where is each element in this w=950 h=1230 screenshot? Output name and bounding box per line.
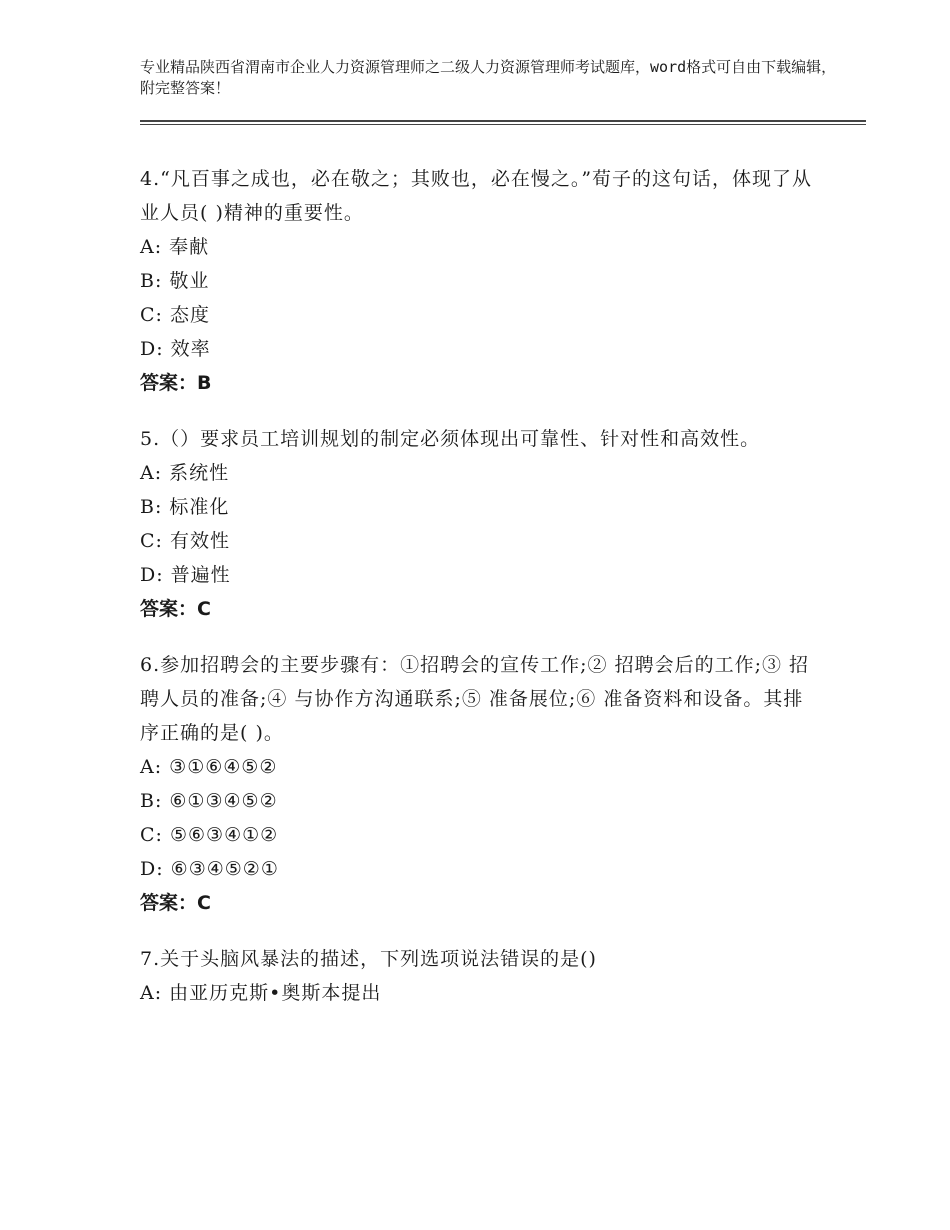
question-text: 5.（）要求员工培训规划的制定必须体现出可靠性、针对性和高效性。: [140, 428, 761, 450]
question-5: [140, 422, 820, 626]
option-c: C: 态度: [140, 304, 210, 326]
option-b: B: 敬业: [140, 270, 210, 292]
option-d: D: ⑥③④⑤②①: [140, 858, 279, 880]
option-d: D: 普遍性: [140, 564, 231, 586]
question-text: 6.参加招聘会的主要步骤有：①招聘会的宣传工作;② 招聘会后的工作;③ 招聘人员的准备;④ 与协作方沟通联系;⑤ 准备展位;⑥ 准备资料和设备。其排序正确的是( )。: [140, 654, 810, 744]
question-7: [140, 942, 820, 1010]
option-b: B: ⑥①③④⑤②: [140, 790, 278, 812]
question-6: [140, 648, 820, 920]
question-text: 7.关于头脑风暴法的描述，下列选项说法错误的是(): [140, 948, 597, 970]
option-d: D: 效率: [140, 338, 211, 360]
document-header: [140, 57, 840, 99]
question-text: 4.“凡百事之成也，必在敬之；其败也，必在慢之。”荀子的这句话，体现了从业人员( )精神的重要性。: [140, 168, 813, 224]
answer-label: 答案：C: [140, 892, 211, 914]
option-c: C: 有效性: [140, 530, 230, 552]
option-a: A: 奉献: [140, 236, 210, 258]
answer-label: 答案：B: [140, 372, 212, 394]
header-divider-thick: [140, 120, 866, 122]
answer-label: 答案：C: [140, 598, 211, 620]
option-a: A: 系统性: [140, 462, 230, 484]
question-4: [140, 162, 820, 400]
question-list: [140, 162, 820, 1032]
option-c: C: ⑤⑥③④①②: [140, 824, 279, 846]
option-a: A: ③①⑥④⑤②: [140, 756, 278, 778]
option-a: A: 由亚历克斯•奥斯本提出: [140, 982, 382, 1004]
header-text: 专业精品陕西省渭南市企业人力资源管理师之二级人力资源管理师考试题库，word格式可自由下载编辑，附完整答案！: [140, 58, 837, 97]
header-divider-thin: [140, 124, 866, 125]
option-b: B: 标准化: [140, 496, 230, 518]
